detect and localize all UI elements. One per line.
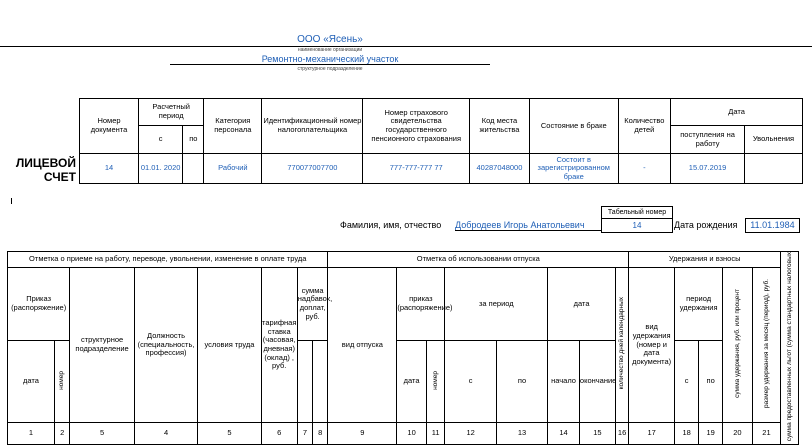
col-order: Приказ (распоряжение): [8, 268, 70, 341]
col-order-date: дата: [8, 340, 55, 422]
hdr-dismissal: Увольнения: [744, 126, 802, 154]
column-number-cell: 8: [313, 422, 328, 444]
col-ded-monthly: [752, 268, 781, 423]
col-ded-period: период удержания: [675, 268, 723, 341]
std-deductions-label: сумма предоставленных льгот (сумма стандартных налоговых: [785, 252, 793, 442]
col-allowance: сумма надбавок, доплат, руб.: [297, 268, 328, 341]
col-vac-end: окончание: [579, 340, 615, 422]
column-number-cell: 16: [615, 422, 628, 444]
col-tariff: тарифная ставка (часовая, дневная) (оклад) , руб.: [261, 268, 297, 423]
birth-value: 11.01.1984: [745, 218, 800, 233]
hdr-category: Категория персонала: [204, 99, 262, 154]
group-hire: Отметка о приеме на работу, переводе, увольнении, изменение в оплате труда: [8, 252, 328, 268]
col-ded-period-from: с: [675, 340, 699, 422]
val-children: -: [618, 154, 671, 184]
birth-label: Дата рождения: [674, 220, 738, 230]
column-number-cell: 10: [397, 422, 427, 444]
column-number-cell: 18: [675, 422, 699, 444]
organization-caption: наименование организации: [297, 47, 363, 53]
col-conditions: условия труда: [198, 268, 261, 423]
hdr-period-to: по: [183, 126, 204, 154]
col-vac-period: за период: [445, 268, 548, 341]
department-name: Ремонтно-механический участок: [261, 54, 399, 64]
column-number-cell: 5: [198, 422, 261, 444]
ded-monthly-label: размер удержания за месяц (период), руб.: [762, 279, 770, 409]
personal-card-table: [79, 98, 803, 184]
calendar-days-label: количество дней календарных: [618, 297, 626, 390]
hdr-children: Количество детей: [618, 99, 671, 154]
main-grid-table: [7, 251, 799, 445]
hdr-snils: Номер страхового свидетельства государственного пенсионного страхования: [363, 99, 469, 154]
column-number-cell: 15: [579, 422, 615, 444]
fio-value: Добродеев Игорь Анатольевич: [455, 220, 601, 231]
column-number-cell: 2: [55, 422, 70, 444]
val-place-code: 40287048000: [469, 154, 529, 184]
card-title-line2: СЧЕТ: [43, 170, 76, 184]
department-caption: структурное подразделение: [297, 66, 363, 72]
val-marital: Состоит в зарегистрированном браке: [529, 154, 618, 184]
ded-sum-label: сумма удержания, руб. или процент: [733, 289, 741, 399]
column-number-row: [8, 422, 799, 444]
col-vac-start: начало: [548, 340, 580, 422]
col-ded-sum: [723, 268, 753, 423]
col-vac-period-to: по: [496, 340, 547, 422]
column-number-cell: 21: [752, 422, 781, 444]
column-number-cell: 5: [70, 422, 135, 444]
column-number-cell: 7: [297, 422, 312, 444]
hdr-period-from: с: [139, 126, 183, 154]
val-period-from: 01.01. 2020: [139, 154, 183, 184]
column-number-cell: 13: [496, 422, 547, 444]
fio-label: Фамилия, имя, отчество: [340, 220, 442, 230]
column-number-cell: 9: [328, 422, 397, 444]
col-allowance-a: [297, 340, 312, 422]
col-vac-order: приказ (распоряжение): [397, 268, 445, 341]
column-number-cell: 12: [445, 422, 496, 444]
card-title-line1: ЛИЦЕВОЙ: [15, 156, 76, 170]
vac-order-number-label: номер: [431, 370, 439, 390]
col-position: Должность (специальность, профессия): [134, 268, 197, 423]
val-period-to: [183, 154, 204, 184]
column-number-cell: 14: [548, 422, 580, 444]
column-number-cell: 19: [699, 422, 723, 444]
col-allowance-b: [313, 340, 328, 422]
col-vac-order-date: дата: [397, 340, 427, 422]
hdr-date: Дата: [671, 99, 803, 126]
val-dismissal: [744, 154, 802, 184]
hdr-period: Расчетный период: [139, 99, 204, 126]
order-number-label: номер: [58, 370, 66, 390]
col-order-number: [55, 340, 70, 422]
hdr-hire-date: поступления на работу: [671, 126, 745, 154]
col-std-deductions: [781, 252, 799, 445]
department-underline: [170, 64, 490, 65]
column-number-cell: 1: [8, 422, 55, 444]
col-vac-order-number: [426, 340, 445, 422]
col-vac-period-from: с: [445, 340, 496, 422]
val-inn: 770077007700: [262, 154, 363, 184]
column-number-cell: 17: [629, 422, 675, 444]
hdr-place-code: Код места жительства: [469, 99, 529, 154]
hdr-doc-number: Номер документа: [80, 99, 139, 154]
col-ded-period-to: по: [699, 340, 723, 422]
column-number-cell: 4: [134, 422, 197, 444]
card-title: [12, 156, 76, 184]
column-number-cell: 6: [261, 422, 297, 444]
val-snils: 777-777-777 77: [363, 154, 469, 184]
column-number-cell: 11: [426, 422, 445, 444]
hdr-inn: Идентификационный номер налогоплательщика: [262, 99, 363, 154]
val-category: Рабочий: [204, 154, 262, 184]
val-hire-date: 15.07.2019: [671, 154, 745, 184]
column-number-cell: 20: [723, 422, 753, 444]
col-ded-type: вид удержания (номер и дата документа): [629, 268, 675, 423]
col-vac-date: дата: [548, 268, 616, 341]
col-calendar-days: [615, 268, 628, 423]
val-doc-number: 14: [80, 154, 139, 184]
group-deductions: Удержания и взносы: [629, 252, 781, 268]
organization-name: ООО «Ясень»: [297, 34, 363, 45]
text-cursor-mark: [11, 198, 12, 204]
tab-number-label: Табельный номер: [601, 206, 673, 219]
tab-number-value: 14: [601, 218, 673, 233]
hdr-marital: Состояние в браке: [529, 99, 618, 154]
col-vac-type: вид отпуска: [328, 268, 397, 423]
group-vacation: Отметка об использовании отпуска: [328, 252, 629, 268]
col-structural: структурное подразделение: [70, 268, 135, 423]
